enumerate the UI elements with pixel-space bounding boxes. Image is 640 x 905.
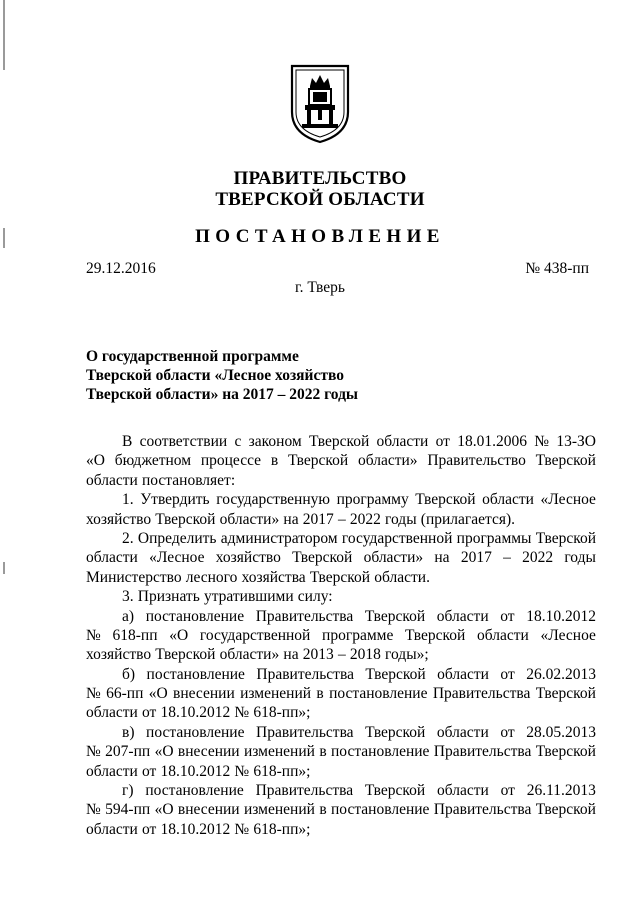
body-word: годы xyxy=(385,510,417,528)
body-word: 2. xyxy=(122,529,134,547)
body-word: 2017 xyxy=(302,510,334,528)
title-line: Тверской области «Лесное хозяйство xyxy=(86,367,344,384)
body-word: области» xyxy=(363,549,424,567)
body-word: Тверской xyxy=(287,452,349,470)
body-word: 18.10.2012 xyxy=(526,607,596,625)
body-word: области» xyxy=(219,510,280,528)
body-line xyxy=(86,548,596,567)
body-line xyxy=(86,762,596,781)
body-word: 618-пп»; xyxy=(253,820,311,838)
body-word: «Лесное xyxy=(540,491,596,509)
body-word: 18.10.2012 xyxy=(160,762,231,780)
document-body xyxy=(86,432,596,839)
body-word: Правительства xyxy=(255,607,354,625)
body-line xyxy=(86,645,596,664)
body-word: Правительства xyxy=(433,801,532,819)
body-word: «Лесное xyxy=(149,549,205,567)
body-line xyxy=(86,471,596,490)
body-word: 26.11.2013 xyxy=(526,782,596,800)
body-word: Тверской xyxy=(535,743,596,761)
body-word: области xyxy=(376,433,429,450)
body-word: программы xyxy=(456,529,532,547)
body-word: Тверской xyxy=(309,433,370,450)
body-line xyxy=(86,742,596,761)
body-word: 18.10.2012 xyxy=(160,704,231,722)
body-word: 2022 xyxy=(349,510,381,528)
body-word: 2017 xyxy=(460,549,492,567)
org-name-line1: ПРАВИТЕЛЬСТВО xyxy=(233,168,407,189)
body-word: внесении xyxy=(177,743,240,761)
body-word: области xyxy=(436,782,489,800)
body-line xyxy=(86,529,596,548)
body-word: «Лесное xyxy=(540,626,596,644)
body-word: области. xyxy=(374,568,430,586)
body-line xyxy=(86,626,596,645)
body-word: Признать xyxy=(137,588,200,606)
body-word: 1. xyxy=(122,491,134,509)
body-word: Тверской xyxy=(364,607,426,625)
body-word: Тверской xyxy=(292,549,353,567)
document-date: 29.12.2016 xyxy=(86,260,156,277)
body-word: 2018 xyxy=(349,646,381,664)
body-word: 618-пп»; xyxy=(253,704,311,722)
body-line xyxy=(86,800,596,819)
body-word: Правительства xyxy=(432,685,531,703)
body-line xyxy=(86,568,596,587)
body-word: Правительства xyxy=(255,782,354,800)
body-word: – xyxy=(337,646,346,664)
body-word: изменений xyxy=(243,801,315,819)
body-word: от xyxy=(142,704,157,722)
body-word: на xyxy=(283,646,299,664)
body-word: «О xyxy=(154,801,174,819)
body-word: области xyxy=(86,471,138,489)
body-line xyxy=(86,684,596,703)
body-word: Тверской xyxy=(364,782,426,800)
body-word: 594-пп xyxy=(105,801,151,819)
body-word: Утвердить xyxy=(140,491,210,509)
body-word: № xyxy=(234,762,250,780)
body-word: силу: xyxy=(297,588,333,606)
body-word: области xyxy=(482,491,534,509)
body-word: постановление xyxy=(146,723,245,741)
body-word: области xyxy=(476,626,529,644)
body-word: № xyxy=(86,626,101,644)
body-word: государственной xyxy=(341,529,453,547)
body-word: бюджетном xyxy=(114,452,192,470)
body-word: области xyxy=(436,723,489,741)
body-word: на xyxy=(283,510,299,528)
body-word: 207-пп xyxy=(105,743,151,761)
body-word: области xyxy=(86,762,138,780)
body-word: г) xyxy=(122,782,134,800)
body-word: области xyxy=(437,665,489,683)
body-word: Правительства xyxy=(256,723,354,741)
body-word: № xyxy=(86,801,101,819)
body-word: (прилагается). xyxy=(420,510,516,528)
body-line xyxy=(86,451,596,470)
body-word: постановление xyxy=(145,782,244,800)
body-word: внесении xyxy=(173,685,235,703)
body-word: Правительство xyxy=(427,452,526,470)
body-word: хозяйство xyxy=(86,646,152,664)
body-word: 28.05.2013 xyxy=(526,723,596,741)
body-line xyxy=(86,587,596,606)
body-line xyxy=(86,607,596,626)
body-word: а) xyxy=(122,607,135,625)
body-word: процессе xyxy=(200,452,262,470)
body-word: 3. xyxy=(122,588,134,606)
body-word: Тверской xyxy=(309,568,371,586)
document-city: г. Тверь xyxy=(295,279,345,296)
body-word: от xyxy=(142,820,157,838)
body-word: хозяйство xyxy=(86,510,152,528)
body-word: области» xyxy=(219,646,280,664)
body-line xyxy=(86,703,596,722)
body-word: постановляет: xyxy=(142,471,236,489)
body-word: постановление xyxy=(146,665,245,683)
body-word: Тверской xyxy=(415,491,476,509)
body-word: Тверской xyxy=(365,665,426,683)
body-word: соответствии xyxy=(139,433,228,450)
scan-edge-mark xyxy=(3,562,5,574)
body-word: в xyxy=(319,801,327,819)
body-word: 18.10.2012 xyxy=(160,820,231,838)
document-title xyxy=(86,347,386,404)
tver-coat-of-arms-icon xyxy=(290,64,350,144)
body-line xyxy=(86,781,596,800)
body-word: Министерство xyxy=(86,568,182,586)
body-word: Правительства xyxy=(256,665,354,683)
body-word: области xyxy=(86,549,138,567)
body-word: 2022 xyxy=(522,549,554,567)
body-word: от xyxy=(500,782,515,800)
body-line xyxy=(86,490,596,509)
body-word: с xyxy=(234,433,242,450)
body-word: Тверской xyxy=(155,510,216,528)
body-word: области» xyxy=(357,452,418,470)
body-word: администратором xyxy=(220,529,338,547)
body-word: в xyxy=(316,685,324,703)
body-word: государственную xyxy=(216,491,330,509)
body-word: от xyxy=(500,723,515,741)
body-word: Тверской xyxy=(535,801,596,819)
body-word: постановление xyxy=(145,607,245,625)
body-word: № xyxy=(86,743,101,761)
body-line xyxy=(86,510,596,529)
body-word: «О xyxy=(148,685,168,703)
body-word: постановление xyxy=(331,743,430,761)
body-word: Тверской xyxy=(405,626,466,644)
body-word: «О xyxy=(154,743,174,761)
body-word: Тверской xyxy=(155,646,216,664)
body-word: законом xyxy=(248,433,302,450)
body-word: области xyxy=(436,607,489,625)
body-word: 13-ЗО xyxy=(556,433,596,450)
body-word: на xyxy=(434,549,450,567)
body-word: В xyxy=(122,433,133,450)
body-word: внесении xyxy=(177,801,240,819)
org-name-line2: ТВЕРСКОЙ ОБЛАСТИ xyxy=(215,189,425,210)
document-number: № 438-пп xyxy=(525,260,589,277)
body-word: 18.01.2006 xyxy=(457,433,527,450)
body-word: б) xyxy=(122,665,136,683)
body-word: утратившими xyxy=(203,588,294,606)
body-word: 618-пп xyxy=(112,626,158,644)
body-word: от xyxy=(435,433,450,450)
body-word: в xyxy=(319,743,327,761)
body-word: – xyxy=(503,549,511,567)
body-word: Тверской xyxy=(365,723,426,741)
scan-edge-mark xyxy=(3,0,5,70)
body-line xyxy=(86,665,596,684)
body-word: программе xyxy=(322,626,394,644)
body-word: 66-пп xyxy=(106,685,144,703)
body-word: годы»; xyxy=(385,646,429,664)
body-line xyxy=(86,723,596,742)
body-line xyxy=(86,820,596,839)
document-type: ПОСТАНОВЛЕНИЕ xyxy=(195,226,445,247)
body-word: Правительства xyxy=(433,743,532,761)
body-line xyxy=(86,432,596,451)
body-word: постановление xyxy=(331,801,430,819)
body-word: 26.02.2013 xyxy=(526,665,596,683)
body-word: № xyxy=(534,433,550,450)
body-word: от xyxy=(142,762,157,780)
body-word: № xyxy=(86,685,101,703)
body-word: хозяйства xyxy=(241,568,306,586)
body-word: от xyxy=(500,665,515,683)
body-word: Тверской xyxy=(535,452,596,470)
body-word: программу xyxy=(336,491,409,509)
body-word: в) xyxy=(122,723,135,741)
body-word: № xyxy=(234,820,250,838)
body-word: Тверской xyxy=(535,685,596,703)
body-word: государственной xyxy=(199,626,311,644)
body-word: области xyxy=(86,820,138,838)
body-word: изменений xyxy=(240,685,312,703)
body-word: хозяйство xyxy=(215,549,281,567)
body-word: постановление xyxy=(329,685,428,703)
body-word: «О xyxy=(169,626,189,644)
body-word: области xyxy=(86,704,138,722)
body-word: № xyxy=(234,704,250,722)
body-word: лесного xyxy=(185,568,238,586)
body-word: 618-пп»; xyxy=(253,762,311,780)
body-word: в xyxy=(270,452,279,470)
body-word: от xyxy=(500,607,515,625)
body-word: изменений xyxy=(243,743,315,761)
body-word: Тверской xyxy=(535,529,596,547)
body-word: годы xyxy=(564,549,596,567)
body-word: Определить xyxy=(137,529,217,547)
body-word: 2013 xyxy=(302,646,334,664)
body-word: «О xyxy=(86,452,105,470)
title-line: О государственной программе xyxy=(86,348,299,365)
title-line: Тверской области» на 2017 – 2022 годы xyxy=(86,386,359,403)
body-word: – xyxy=(337,510,346,528)
